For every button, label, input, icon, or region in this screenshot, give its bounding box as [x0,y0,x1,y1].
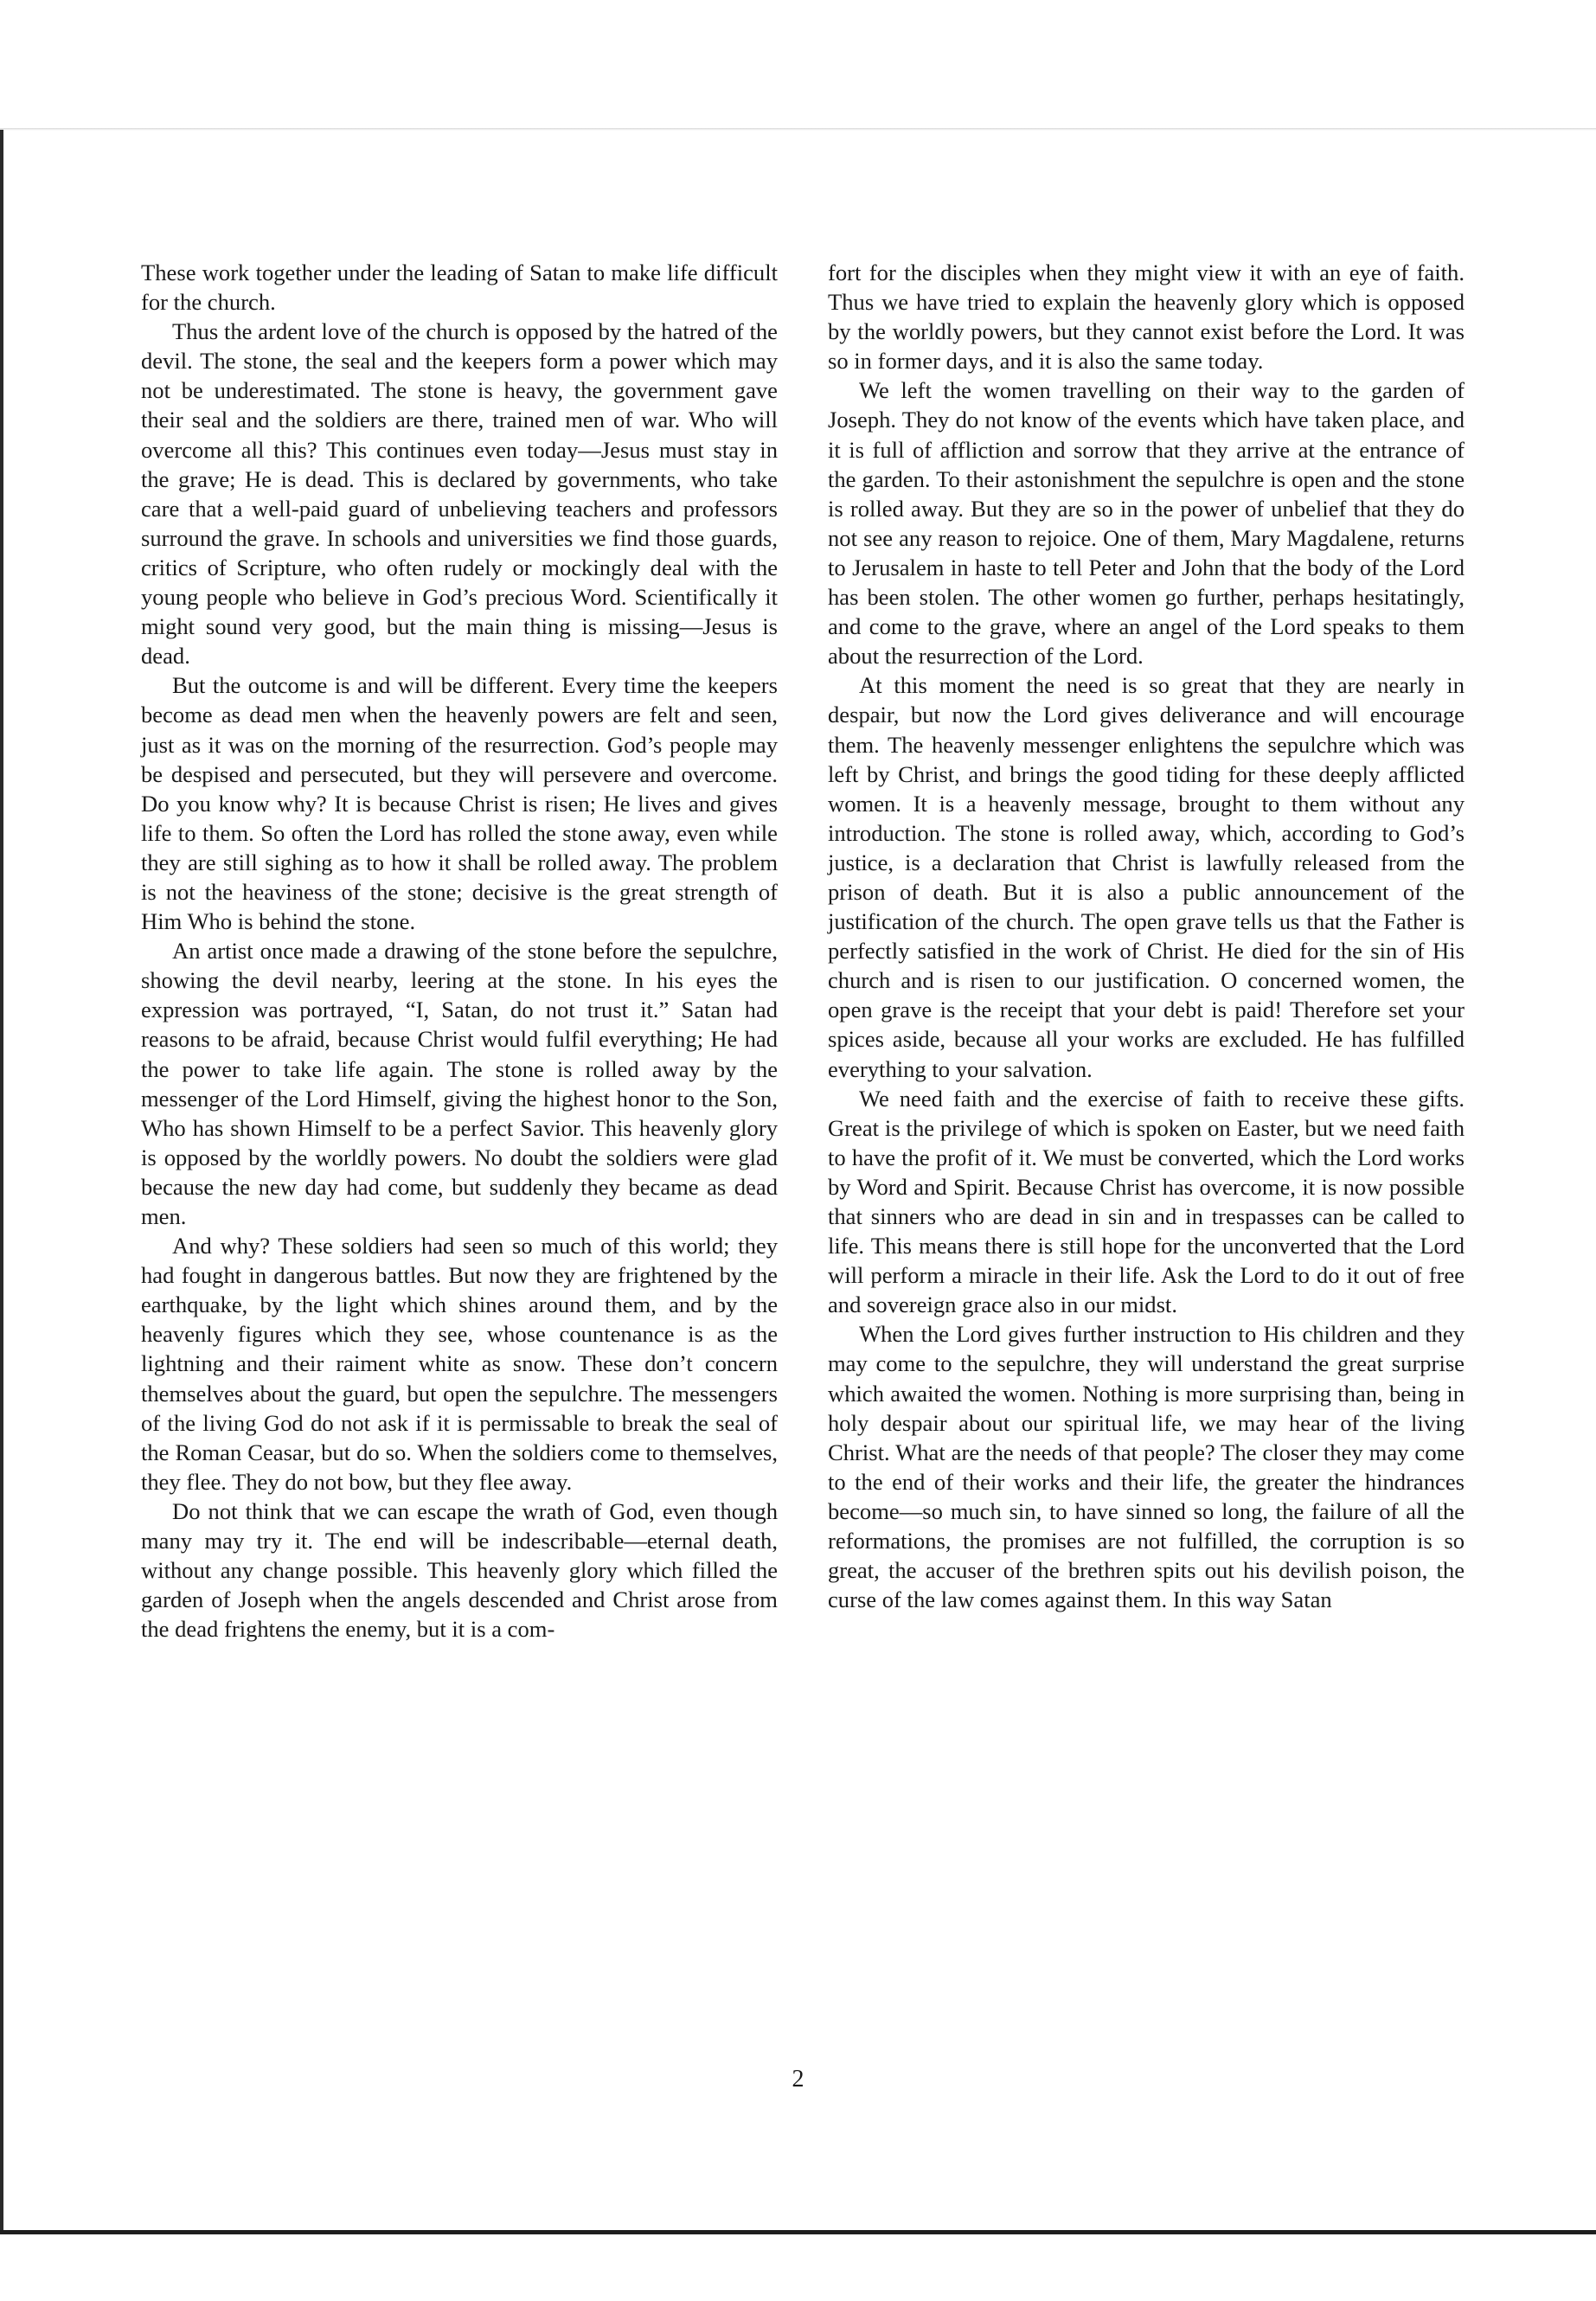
paragraph: We need faith and the exercise of faith to receive these gifts. Great is the privilege of which is spoken on Easter, but we need faith to have the profit of it. We must be converted, which the Lord works by Word and Spirit. Because Christ has overcome, it is now possible that sinners who are dead in sin and in trespasses can be called to life. This means there is still hope for the unconverted that the Lord will perform a miracle in their life. Ask the Lord to do it out of free and sovereign grace also in our midst. [828,1085,1465,1318]
paragraph: Thus the ardent love of the church is opposed by the hatred of the devil. The stone, the seal and the keepers form a power which may not be underestimated. The stone is heavy, the government gave their seal and the soldiers are there, trained men of war. Who will overcome all this? This continues even today—Jesus must stay in the grave; He is dead. This is declared by governments, who take care that a well-paid guard of unbelieving teachers and professors surround the grave. In schools and universities we find those guards, critics of Scripture, who often rudely or mockingly deal with the young people who believe in God’s precious Word. Scientifically it might sound very good, but the main thing is missing—Jesus is dead. [141,318,778,670]
paragraph: fort for the disciples when they might view it with an eye of faith. Thus we have tried to explain the heavenly glory which is opposed by the worldly powers, but they cannot exist before the Lord. It was so in former days, and it is also the same today. [828,260,1465,375]
page-number: 2 [792,2066,804,2093]
paragraph: An artist once made a drawing of the stone before the sepulchre, showing the devil nearby, leering at the stone. In his eyes the expression was portrayed, “I, Satan, do not trust it.” Satan had reasons to be afraid, because Christ would fulfil everything; He had the power to take life again. The stone is rolled away by the messenger of the Lord Himself, giving the highest honor to the Son, Who has shown Himself to be a perfect Savior. This heavenly glory is opposed by the worldly powers. No doubt the soldiers were glad because the new day had come, but suddenly they became as dead men. [141,938,778,1229]
paragraph: When the Lord gives further instruction to His children and they may come to the sepulchre, they will understand the great surprise which awaited the women. Nothing is more surprising than, being in holy despair about our spiritual life, we may hear of the living Christ. What are the needs of that people? The closer they may come to the end of their works and their life, the greater the hindrances become—so much sin, to have sinned so long, the failure of all the reformations, the promises are not fulfilled, the corruption is so great, the accuser of the brethren spits out his devilish poison, the curse of the law comes against them. In this way Satan [828,1321,1465,1613]
paragraph: At this moment the need is so great that they are nearly in despair, but now the Lord gives deliverance and will encourage them. The heavenly messenger enlightens the sepulchre which was left by Christ, and brings the good tiding for these deeply afflicted women. It is a heavenly message, brought to them without any introduction. The stone is rolled away, which, according to God’s justice, is a declaration that Christ is lawfully released from the prison of death. But it is also a public announcement of the justification of the church. The open grave tells us that the Father is perfectly satisfied in the work of Christ. He died for the sin of His church and is risen to our justification. O concerned women, the open grave is the receipt that your debt is paid! Therefore set your spices aside, because all your works are excluded. He has fulfilled everything to your salvation. [828,672,1465,1082]
scan-edge-left [0,130,3,2232]
left-column [141,258,778,1644]
paragraph: We left the women travelling on their way to the garden of Joseph. They do not know of the events which have taken place, and it is full of affliction and sorrow that they arrive at the entrance of the garden. To their astonishment the sepulchre is open and the stone is rolled away. But they are so in the power of unbelief that they do not see any reason to rejoice. One of them, Mary Magdalene, returns to Jerusalem in haste to tell Peter and John that the body of the Lord has been stolen. The other women go further, perhaps hesitatingly, and come to the grave, where an angel of the Lord speaks to them about the resurrection of the Lord. [828,377,1465,670]
scan-edge-top [0,128,1596,131]
paragraph: These work together under the leading of Satan to make life difficult for the church. [141,260,778,316]
paragraph: And why? These soldiers had seen so much of this world; they had fought in dangerous battles. But now they are frightened by the earthquake, by the light which shines around them, and by the heavenly figures which they see, whose countenance is as the lightning and their raiment white as snow. These don’t concern themselves about the guard, but open the sepulchre. The messengers of the living God do not ask if it is permissable to break the seal of the Roman Ceasar, but do so. When the soldiers come to themselves, they flee. They do not bow, but they flee away. [141,1233,778,1495]
paragraph: But the outcome is and will be different. Every time the keepers become as dead men when the heavenly powers are felt and seen, just as it was on the morning of the resurrection. God’s people may be despised and persecuted, but they will persevere and overcome. Do you know why? It is because Christ is risen; He lives and gives life to them. So often the Lord has rolled the stone away, even while they are still sighing as to how it shall be rolled away. The problem is not the heaviness of the stone; decisive is the great strength of Him Who is behind the stone. [141,672,778,935]
scan-edge-bottom [0,2230,1596,2234]
right-column [828,258,1465,1614]
paragraph: Do not think that we can escape the wrath of God, even though many may try it. The end will be indescribable—eternal death, without any change possible. This heavenly glory which filled the garden of Joseph when the angels descended and Christ arose from the dead frightens the enemy, but it is a com- [141,1497,778,1643]
